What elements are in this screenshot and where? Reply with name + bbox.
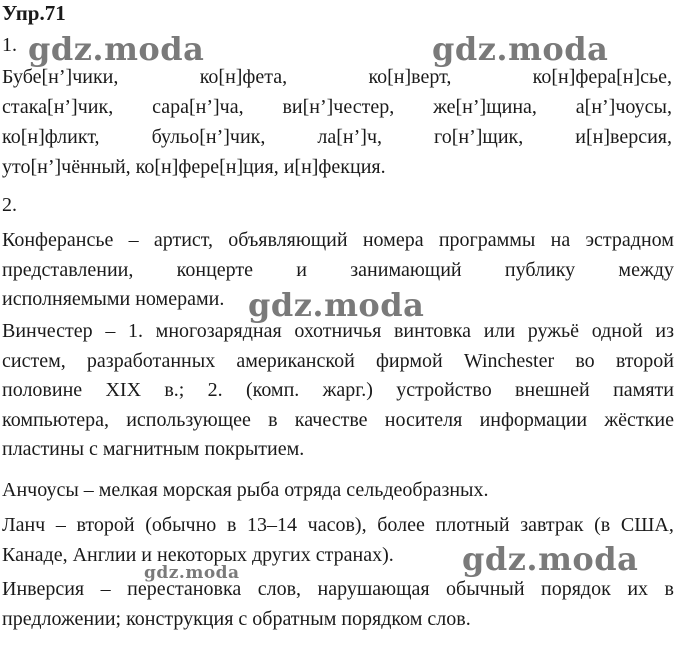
definition-line [2,511,674,541]
transcription-word: ко[н]фликт, [2,126,100,148]
word: Винчестер [2,320,93,342]
transcription-row [2,96,672,119]
word: жёсткие [604,408,674,431]
word: часов), [307,514,367,536]
word: носителя [384,408,463,431]
word: или [483,320,516,342]
word: артист, [153,229,214,251]
definition-line [2,605,674,635]
transcription-word: ви[н’]честер, [282,96,395,118]
word: (комп. [245,379,300,401]
word: использующее [126,408,251,431]
word: и [296,258,307,281]
definition-text: пластины с магнитным покрытием. [2,438,305,460]
transcription-word: и[н]версия, [575,126,672,148]
word: в [268,408,278,431]
word: во [575,349,595,372]
transcription-word: ко[н]фета, [199,66,288,88]
word: в.; [164,379,185,401]
section-1-number: 1. [2,34,17,56]
definition-text: предложении; конструкция с обратным порядком слов. [2,607,471,630]
word: завтрак [520,514,584,536]
word: США, [620,514,674,536]
word: Конферансье [2,229,114,251]
definition-line [2,226,674,256]
word: – [100,578,111,600]
word: систем, [2,349,66,372]
transcription-row [2,126,672,149]
definition-line [2,256,674,286]
word: в [664,578,674,600]
word: 1. [128,320,143,342]
word: слов, [257,578,302,600]
word: качестве [294,408,368,431]
transcription-word: же[н’]щина, [433,96,537,118]
word: Инверсия [2,578,85,600]
word: – [55,514,66,536]
watermark: gdz.moda [144,563,240,583]
watermark: gdz.moda [462,540,639,578]
transcription-word: ко[н]фера[н]сье, [532,66,672,88]
word: их [627,578,649,600]
word: компьютера, [2,408,109,431]
word: XIX [105,379,142,401]
word: публику [504,258,576,281]
word: эстрадном [585,229,674,251]
definition-line [2,376,674,406]
word: плотный [435,514,510,536]
definition-text: исполняемыми номерами. [2,288,225,310]
definition-paragraph [2,575,674,634]
word: ружьё [527,320,580,342]
definition-line [2,406,674,436]
definition-line [2,575,674,605]
definition-line [2,435,674,465]
definition-line [2,347,674,377]
transcription-word: уто[н’]чённый, ко[н]фере[н]ция, и[н]фекция. [2,156,386,178]
transcription-word: го[н’]щик, [434,126,524,148]
definition-text: Анчоусы – мелкая морская рыба отряда сельдеобразных. [2,479,489,501]
transcription-word: бульо[н’]чик, [151,126,266,148]
transcription-word: ко[н]верт, [368,66,452,88]
transcription-word: сара[н’]ча, [152,96,244,118]
transcription-row [2,156,672,179]
word: информации [479,408,588,431]
word: памяти [613,379,674,401]
word: – [105,320,116,342]
word: нарушающая [317,578,430,600]
word: – [128,229,139,251]
word: из [655,320,674,342]
word: представлении, [2,258,134,281]
word: порядок [541,578,611,600]
section-2-number: 2. [2,194,17,216]
transcription-word: а[н’]чоусы, [575,96,672,118]
word: программы [438,229,536,251]
word: концерте [176,258,254,281]
word: (в [594,514,611,536]
word: объявляющий [228,229,348,251]
word: в [226,514,237,536]
definition-text: Канаде, Англии и некоторых других странах). [2,543,394,566]
definition-line [2,476,674,506]
word: 13–14 [247,514,298,536]
transcription-row [2,66,672,89]
word: охотничья [294,320,382,342]
definition-paragraph [2,476,674,506]
word: (обычно [145,514,217,536]
word: многозарядная [155,320,282,342]
word: номера [362,229,424,251]
word: 2. [207,379,223,401]
word: фирмой [375,349,443,372]
word: американской [236,349,355,372]
word: одной [591,320,643,342]
word: между [618,258,674,281]
watermark: gdz.moda [432,30,609,68]
word: винтовка [393,320,472,342]
exercise-title: Упр.71 [2,1,66,25]
word: второй [76,514,135,536]
word: перестановка [127,578,242,600]
word: занимающий [350,258,462,281]
word: Winchester [463,349,555,372]
transcription-word: Бубе[н’]чики, [2,66,119,88]
word: жарг.) [322,379,373,401]
watermark: gdz.moda [248,286,425,324]
word: второй [615,349,674,372]
word: обычный [446,578,525,600]
word: на [550,229,571,251]
transcription-word: ла[н’]ч, [317,126,383,148]
word: внешней [515,379,590,401]
word: разработанных [86,349,216,372]
watermark: gdz.moda [28,30,205,68]
word: более [377,514,425,536]
definition-paragraph [2,317,674,465]
word: устройство [396,379,492,401]
transcription-word: стака[н’]чик, [2,96,114,118]
word: Ланч [2,514,46,536]
word: половине [2,379,83,401]
